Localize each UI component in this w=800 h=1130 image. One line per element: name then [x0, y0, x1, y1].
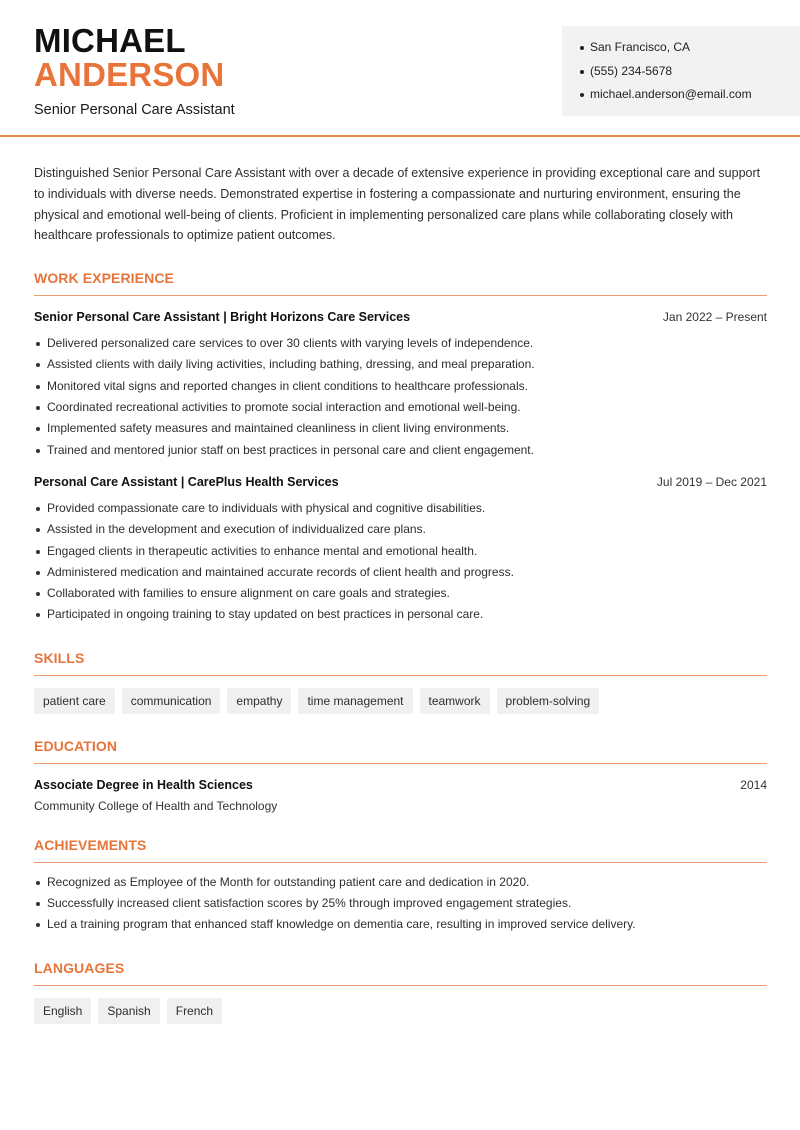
language-tag: English — [34, 998, 91, 1024]
contact-email[interactable]: michael.anderson@email.com — [580, 87, 800, 111]
contact-phone: (555) 234-5678 — [580, 64, 800, 88]
list-item: Engaged clients in therapeutic activities to enhance mental and emotional health. — [34, 541, 767, 562]
language-tag: French — [167, 998, 222, 1024]
job-date: Jan 2022 – Present — [662, 310, 767, 325]
job-bullets — [34, 498, 767, 626]
list-item: Provided compassionate care to individuals with physical and cognitive disabilities. — [34, 498, 767, 519]
graduation-year: 2014 — [740, 777, 767, 792]
section-title-skills: SKILLS — [34, 650, 767, 676]
list-item: Implemented safety measures and maintained cleanliness in client living environments. — [34, 418, 767, 439]
list-item: Coordinated recreational activities to promote social interaction and emotional well-being. — [34, 397, 767, 418]
contact-location: San Francisco, CA — [580, 40, 800, 64]
skill-tag: patient care — [34, 688, 115, 714]
job-role: Personal Care Assistant | CarePlus Health Services — [34, 474, 339, 489]
job-entry — [34, 475, 767, 626]
first-name: MICHAEL — [34, 22, 186, 59]
skill-tag: teamwork — [420, 688, 490, 714]
section-title-achievements: ACHIEVEMENTS — [34, 837, 767, 863]
education-entry — [34, 778, 767, 813]
job-date: Jul 2019 – Dec 2021 — [656, 474, 767, 489]
skill-tag: time management — [298, 688, 412, 714]
degree: Associate Degree in Health Sciences — [34, 777, 253, 792]
list-item: Participated in ongoing training to stay updated on best practices in personal care. — [34, 604, 767, 625]
list-item: Assisted clients with daily living activities, including bathing, dressing, and meal preparation. — [34, 354, 767, 375]
summary: Distinguished Senior Personal Care Assistant with over a decade of extensive experience in providing exceptional care and support to individuals with diverse needs. Demonstrated expertise in fostering a compassionate and nurturing environment, ensuring the physical and emotional well-being of clients. Proficient in implementing personalized care plans while collaborating closely with healthcare professionals to optimize patient outcomes. — [34, 166, 761, 243]
skill-tag: empathy — [227, 688, 291, 714]
section-title-education: EDUCATION — [34, 738, 767, 764]
list-item: Successfully increased client satisfaction scores by 25% through improved engagement strategies. — [34, 893, 767, 914]
job-bullets — [34, 333, 767, 461]
achievement-bullets — [34, 872, 767, 936]
language-tags — [34, 998, 767, 1024]
section-title-languages: LANGUAGES — [34, 960, 767, 986]
language-tag: Spanish — [98, 998, 159, 1024]
list-item: Recognized as Employee of the Month for outstanding patient care and dedication in 2020. — [34, 872, 767, 893]
job-role: Senior Personal Care Assistant | Bright Horizons Care Services — [34, 310, 411, 325]
name-block — [34, 24, 235, 118]
list-item: Monitored vital signs and reported changes in client conditions to healthcare professionals. — [34, 376, 767, 397]
list-item: Trained and mentored junior staff on best practices in personal care and client engagement. — [34, 440, 767, 461]
resume-header — [0, 0, 800, 137]
section-title-work: WORK EXPERIENCE — [34, 270, 767, 296]
job-entry — [34, 310, 767, 461]
list-item: Administered medication and maintained accurate records of client health and progress. — [34, 562, 767, 583]
job-title: Senior Personal Care Assistant — [34, 102, 235, 118]
skills-tags — [34, 688, 767, 714]
skill-tag: communication — [122, 688, 221, 714]
list-item: Delivered personalized care services to over 30 clients with varying levels of independence. — [34, 333, 767, 354]
skill-tag: problem-solving — [497, 688, 600, 714]
list-item: Assisted in the development and execution of individualized care plans. — [34, 519, 767, 540]
list-item: Led a training program that enhanced staff knowledge on dementia care, resulting in improved service delivery. — [34, 914, 767, 935]
last-name: ANDERSON — [34, 56, 225, 93]
resume-body — [34, 163, 767, 1024]
school-name: Community College of Health and Technology — [34, 798, 278, 813]
list-item: Collaborated with families to ensure alignment on care goals and strategies. — [34, 583, 767, 604]
contact-box — [562, 26, 800, 116]
